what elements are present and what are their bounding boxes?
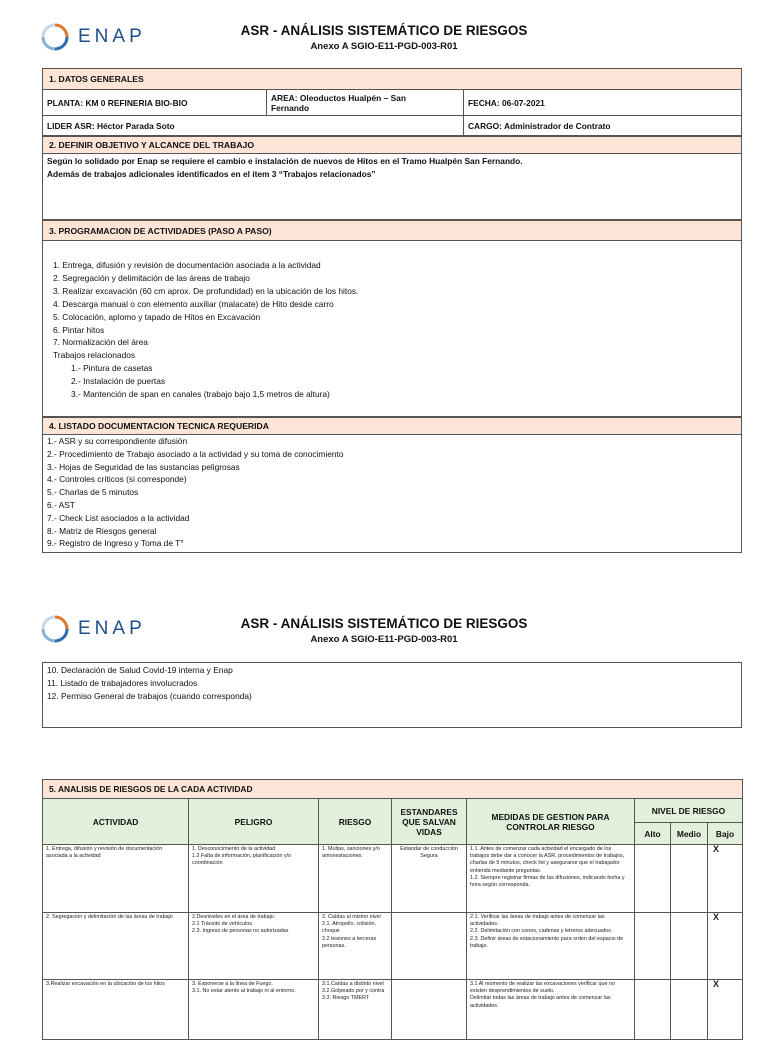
cell-alto: [635, 913, 671, 980]
doc-item: 5.- Charlas de 5 minutos: [47, 487, 139, 498]
risk-analysis-table: [42, 779, 743, 1040]
doc-item: 1.- ASR y su correspondiente difusión: [47, 436, 188, 446]
activity-step: 6. Pintar hitos: [53, 324, 105, 335]
cell-peligro: 3. Exponerse a la línea de Fuego. 3.1. No estar atento al trabajo ni al entorno.: [189, 980, 319, 1040]
cell-actividad: 2. Segregación y delimitación de las áreas de trabajo: [43, 913, 189, 980]
cell-estandares: Estandar de conducción Segura: [392, 845, 467, 913]
cell-peligro: 2.Desniveles en el área de trabajo. 2.1 Tránsito de vehículos. 2.3. Ingreso de personas no autorizadas: [189, 913, 319, 980]
col-riesgo: RIESGO: [319, 799, 392, 845]
cell-medio: [671, 913, 708, 980]
col-nivel: NIVEL DE RIESGO: [635, 799, 743, 823]
cell-riesgo: 2. Caídas al mismo nivel 2.1. Atropello, colisión, choque 2.2 lesiones a terceras personas.: [319, 913, 392, 980]
page-title: ASR - ANÁLISIS SISTEMÁTICO DE RIESGOS: [240, 616, 528, 631]
section-heading: 1. DATOS GENERALES: [43, 69, 741, 90]
table-row: [43, 980, 743, 1040]
col-medio: Medio: [671, 823, 708, 845]
related-jobs: [53, 362, 741, 401]
cell-medidas: 3.1 Al momento de realizar las excavaciones verificar que no existen desprendimientos de suelo. Delimitar todas las áreas de trabajo antes de comenzar las actividades.: [467, 980, 635, 1040]
related-job: 1.- Pintura de casetas: [71, 363, 153, 374]
logo-text: ENAP: [78, 26, 146, 47]
section-documentacion-cont: [42, 662, 742, 728]
activity-step: 3. Realizar excavación (60 cm aprox. De profundidad) en la ubicación de los hitos.: [53, 285, 359, 296]
cell-alto: [635, 845, 671, 913]
related-job: 2.- Instalación de puertas: [71, 376, 166, 387]
cell-bajo: X: [708, 913, 743, 980]
doc-item: 9.- Registro de Ingreso y Toma de T°: [47, 538, 184, 549]
doc-item: 2.- Procedimiento de Trabajo asociado a la actividad y su toma de conocimiento: [47, 448, 344, 459]
col-estandares: ESTANDARES QUE SALVAN VIDAS: [392, 799, 467, 845]
activity-step: 5. Colocación, aplomo y tapado de Hitos en Excavación: [53, 311, 261, 322]
table-row: [43, 913, 743, 980]
related-title: Trabajos relacionados: [53, 350, 136, 361]
doc-item: 3.- Hojas de Seguridad de las sustancias peligrosas: [47, 461, 240, 472]
activity-step: 1. Entrega, difusión y revisión de documentación asociada a la actividad: [53, 260, 321, 270]
doc-item: 6.- AST: [47, 499, 75, 510]
section-objetivo: [42, 136, 742, 220]
cell-medio: [671, 845, 708, 913]
cell-medio: [671, 980, 708, 1040]
section-heading: 2. DEFINIR OBJETIVO Y ALCANCE DEL TRABAJO: [43, 137, 741, 154]
doc-item: 7.- Check List asociados a la actividad: [47, 512, 190, 523]
section-documentacion: [42, 417, 742, 553]
planta-field: PLANTA: KM 0 REFINERIA BIO-BIO: [43, 90, 267, 115]
section-datos-generales: [42, 68, 742, 136]
cell-actividad: 1. Entrega, difusión y revisión de documentación asociada a la actividad: [43, 845, 189, 913]
area-field: [267, 90, 464, 115]
section-programacion: [42, 220, 742, 417]
col-alto: Alto: [635, 823, 671, 845]
doc-item: 12. Permiso General de trabajos (cuando corresponda): [47, 690, 252, 701]
cell-medidas: 1.1. Antes de comenzar cada actividad el encargado de los trabajos debe dar a conocer la ASR, procedimientos de trabajos, charlas de 5 minutos, check list y asegurarse que el trabajador entienda mediante preguntas. 1.2. Siempre registrar firmas de las difusiones, indicando fecha y hora según corresponda.: [467, 845, 635, 913]
cargo-field: CARGO: Administrador de Contrato: [468, 120, 611, 131]
activity-step: 4. Descarga manual o con elemento auxiliar (malacate) de Hito desde carro: [53, 298, 334, 309]
cell-estandares: [392, 913, 467, 980]
cell-actividad: 3.Realizar excavación en la ubicación de los hitos: [43, 980, 189, 1040]
cell-riesgo: 3.1.Caídas a distinto nivel 3.2.Golpeado por y contra 3.3. Riesgo TMERT: [319, 980, 392, 1040]
cell-medidas: 2.1. Verificar las áreas de trabajo antes de comenzar las actividades. 2.2. Delimitación con conos, cadenas y letreros adecuados. 2.3. Definir áreas de estacionamiento para orden del espacio de trabajo.: [467, 913, 635, 980]
cell-peligro: 1. Desconocimiento de la actividad 1.2 Falta de información, planificación y/o coordinación: [189, 845, 319, 913]
cell-riesgo: 1. Multas, sanciones y/o amonestaciones.: [319, 845, 392, 913]
activity-step: 7. Normalización del área: [53, 337, 148, 348]
doc-item: 8.- Matriz de Riesgos general: [47, 525, 157, 536]
cell-estandares: [392, 980, 467, 1040]
col-actividad: ACTIVIDAD: [43, 799, 189, 845]
page-title: ASR - ANÁLISIS SISTEMÁTICO DE RIESGOS: [240, 23, 528, 38]
doc-item: 4.- Controles críticos (si corresponde): [47, 474, 187, 485]
cell-bajo: X: [708, 845, 743, 913]
page-subtitle: Anexo A SGIO-E11-PGD-003-R01: [310, 634, 458, 645]
section-heading: 3. PROGRAMACION DE ACTIVIDADES (PASO A PASO): [43, 221, 741, 241]
page-subtitle: Anexo A SGIO-E11-PGD-003-R01: [310, 41, 458, 52]
fecha-field: FECHA: 06-07-2021: [468, 97, 545, 108]
doc-item: 10. Declaración de Salud Covid-19 interna y Enap: [47, 665, 233, 675]
objetivo-line-2: Además de trabajos adicionales identificados en el ítem 3 “Trabajos relacionados”: [47, 168, 376, 179]
activity-step: 2. Segregación y delimitación de las áreas de trabajo: [53, 272, 250, 283]
table-row: [43, 845, 743, 913]
activity-steps: [53, 259, 741, 349]
col-bajo: Bajo: [708, 823, 743, 845]
objetivo-line-1: Según lo solidado por Enap se requiere el cambio e instalación de nuevos de Hitos en el Tramo Hualpén San Fernando.: [47, 156, 523, 166]
section-heading: 5. ANALISIS DE RIESGOS DE LA CADA ACTIVIDAD: [43, 780, 743, 799]
related-job: 3.- Mantención de span en canales (trabajo bajo 1,5 metros de altura): [71, 389, 330, 400]
col-peligro: PELIGRO: [189, 799, 319, 845]
col-medidas: MEDIDAS DE GESTION PARA CONTROLAR RIESGO: [467, 799, 635, 845]
lider-field: LIDER ASR: Héctor Parada Soto: [43, 116, 464, 135]
cell-alto: [635, 980, 671, 1040]
logo-text: ENAP: [78, 618, 146, 639]
section-heading: 4. LISTADO DOCUMENTACION TECNICA REQUERIDA: [43, 418, 741, 435]
doc-item: 11. Listado de trabajadores involucrados: [47, 677, 198, 688]
area-line-2: Fernando: [271, 102, 310, 113]
cell-bajo: X: [708, 980, 743, 1040]
area-line-1: AREA: Oleoductos Hualpén – San: [271, 92, 406, 103]
